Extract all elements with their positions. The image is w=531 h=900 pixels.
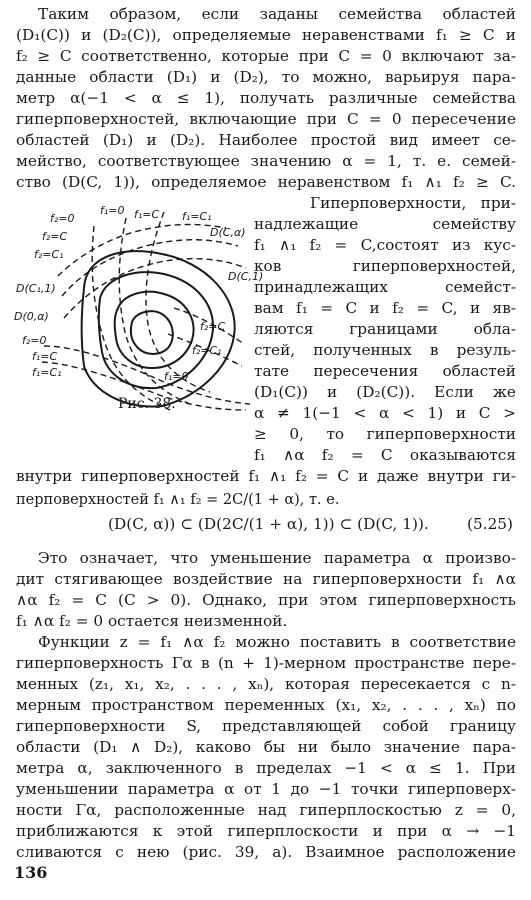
text-line: данные области (D₁) и (D₂), то можно, варьируя пара- [16,68,516,86]
text-line: вам f₁ = C и f₂ = C, и яв- [254,299,516,317]
fig-label: D(C₁,1) [16,282,56,295]
fig-label: f₁=C₁ [182,210,212,223]
contour-core [131,311,173,354]
text-line: гиперповерхностей, включающие при C = 0 пересечение [16,110,516,128]
fig-label: f₂=C₁ [192,344,222,357]
text-line: ляются границами обла- [254,320,516,338]
fig-label: f₁=0 [100,204,125,217]
text-line: (D₁(C)) и (D₂(C)), определяемые неравенствами f₁ ≥ C и [16,26,516,44]
curve-f2-c-top [62,240,238,296]
fig-label: D(C,1) [228,270,264,283]
text-line: области (D₁ ∧ D₂), каково бы ни было значение пара- [16,738,516,756]
fig-label: f₁=C [32,350,58,363]
figure-caption: Рис. 38. [118,396,176,412]
text-line: дит стягивающее воздействие на гиперповерхности f₁ ∧α [16,570,516,588]
text-line: принадлежащих семейст- [254,278,516,296]
text-line: менных (z₁, x₁, x₂, . . . , xₙ), которая пересекается с n- [16,675,516,693]
text-line: f₁ ∧α f₂ = C оказываются [254,446,516,464]
text-line: ≥ 0, то гиперповерхности [254,425,516,443]
text-line: стей, полученных в резуль- [254,341,516,359]
text-line: гиперповерхность Γα в (n + 1)-мерном пространстве пере- [16,654,516,672]
text-line: ков гиперповерхностей, [254,257,516,275]
text-line: областей (D₁) и (D₂). Наиболее простой вид имеет се- [16,131,516,149]
text-line: перповерхностей f₁ ∧₁ f₂ = 2C/(1 + α), т. е. [16,492,340,508]
fig-label: f₁=0 [164,370,189,383]
text-line: метр α(−1 < α ≤ 1), получать различные семейства [16,89,516,107]
fig-label: f₂=C [42,230,68,243]
display-formula [0,512,531,536]
text-line: α ≠ 1(−1 < α < 1) и C > [254,404,516,422]
text-line: f₁ ∧₁ f₂ = C,состоят из кус- [254,236,516,254]
fig-label: D(0,α) [14,310,49,323]
text-line: тате пересечения областей [254,362,516,380]
text-line: мерным пространством переменных (x₁, x₂, . . . , xₙ) по [16,696,516,714]
figure-38 [14,196,264,416]
text-line: Таким образом, если заданы семейства областей [38,5,516,23]
curve-f1-c1 [146,212,210,392]
text-line: надлежащие семейству [254,215,516,233]
text-line: мейство, соответствующее значению α = 1, т. е. семей- [16,152,516,170]
fig-label: f₁=C₁ [32,366,62,379]
text-line: (D₁(C)) и (D₂(C)). Если же [254,383,516,401]
fig-label: f₂=0 [22,334,47,347]
text-line: Гиперповерхности, при- [310,194,516,212]
text-line: ности Γα, расположенные над гиперплоскостью z = 0, [16,801,516,819]
text-line: приближаются к этой гиперплоскости и при α → −1 [16,822,516,840]
text-line: Функции z = f₁ ∧α f₂ можно поставить в соответствие [38,633,516,651]
fig-label: f₂=C [200,320,226,333]
text-line: f₁ ∧α f₂ = 0 остается неизменной. [16,612,288,630]
text-line: Это означает, что уменьшение параметра α произво- [38,549,516,567]
page-number: 136 [14,863,48,882]
fig-label: f₂=0 [50,212,75,225]
equation-number: (5.25) [467,515,513,533]
contour-diagram [14,196,264,416]
text-line: метра α, заключенного в пределах −1 < α ≤ 1. При [16,759,516,777]
fig-label: f₁=C [134,208,160,221]
text-line: f₂ ≥ C соответственно, которые при C = 0 включают за- [16,47,516,65]
text-line: ∧α f₂ = C (C > 0). Однако, при этом гиперповерхность [16,591,516,609]
fig-label: D(C,α) [210,226,246,239]
text-line: гиперповерхности S, представляющей собой границу [16,717,516,735]
contour-inner [115,292,194,368]
text-line: сливаются с нею (рис. 39, а). Взаимное расположение [16,843,516,861]
text-line: ство (D(C, 1)), определяемое неравенством f₁ ∧₁ f₂ ≥ C. [16,173,516,191]
text-line: уменьшении параметра α от 1 до −1 точки гиперповерх- [16,780,516,798]
text-line: внутри гиперповерхностей f₁ ∧₁ f₂ = C и даже внутри ги- [16,467,516,485]
formula-body: (D(C, α)) ⊂ (D(2C/(1 + α), 1)) ⊂ (D(C, 1)). [108,515,429,533]
fig-label: f₂=C₁ [34,248,64,261]
